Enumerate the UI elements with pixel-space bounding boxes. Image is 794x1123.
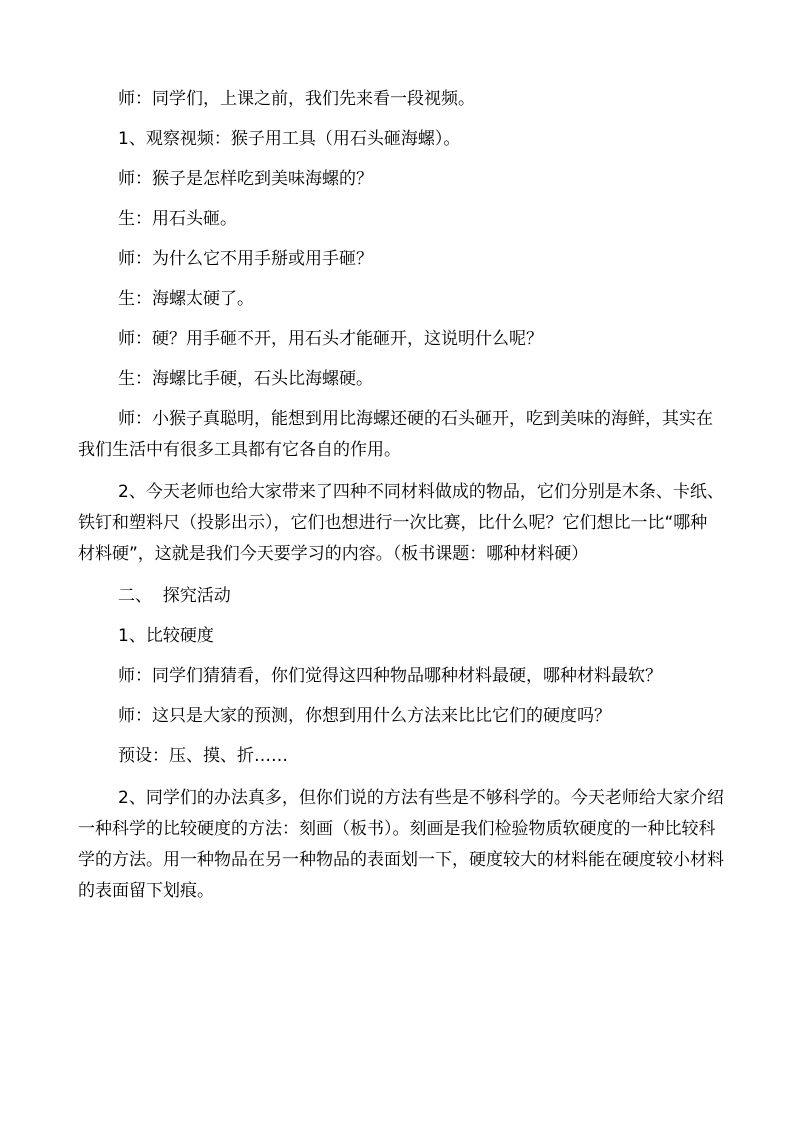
subheading-compare-hardness: 1、比较硬度 [118,626,214,646]
paragraph-teacher-summary: 师：小猴子真聪明，能想到用比海螺还硬的石头砸开，吃到美味的海鲜，其实在我们生活中有很多工具都有它各自的作用。 [78,409,713,460]
document-body [78,84,724,907]
paragraph-teacher-question-3: 师：硬？用手砸不开，用石头才能砸开，这说明什么呢？ [118,329,543,349]
paragraph-student-answer-2: 生：海螺太硬了。 [118,289,254,309]
paragraph-observe-video: 1、观察视频：猴子用工具（用石头砸海螺）。 [118,129,461,149]
paragraph-teacher-guess: 师：同学们猜猜看，你们觉得这四种物品哪种材料最硬，哪种材料最软？ [118,666,662,686]
paragraph-student-answer-1: 生：用石头砸。 [118,209,237,229]
paragraph-preset: 预设：压、摸、折…… [118,746,288,766]
section-heading-inquiry: 二、 探究活动 [118,586,231,606]
paragraph-materials-intro: 2、今天老师也给大家带来了四种不同材料做成的物品，它们分别是木条、卡纸、铁钉和塑料尺（投影出示），它们也想进行一次比赛，比什么呢？它们想比一比“哪种材料硬”，这就是我们今天要学习的内容。（板书课题：哪种材料硬） [78,482,724,564]
paragraph-student-answer-3: 生：海螺比手硬，石头比海螺硬。 [118,369,373,389]
paragraph-teacher-intro: 师：同学们，上课之前，我们先来看一段视频。 [118,89,475,109]
paragraph-scratch-method: 2、同学们的办法真多，但你们说的方法有些是不够科学的。今天老师给大家介绍一种科学的比较硬度的方法：刻画（板书）。刻画是我们检验物质软硬度的一种比较科学的方法。用一种物品在另一种物品的表面划一下，硬度较大的材料能在硬度较小材料的表面留下划痕。 [78,788,724,901]
paragraph-teacher-question-1: 师：猴子是怎样吃到美味海螺的？ [118,169,373,189]
paragraph-teacher-method: 师：这只是大家的预测，你想到用什么方法来比比它们的硬度吗？ [118,706,611,726]
paragraph-teacher-question-2: 师：为什么它不用手掰或用手砸？ [118,249,373,269]
